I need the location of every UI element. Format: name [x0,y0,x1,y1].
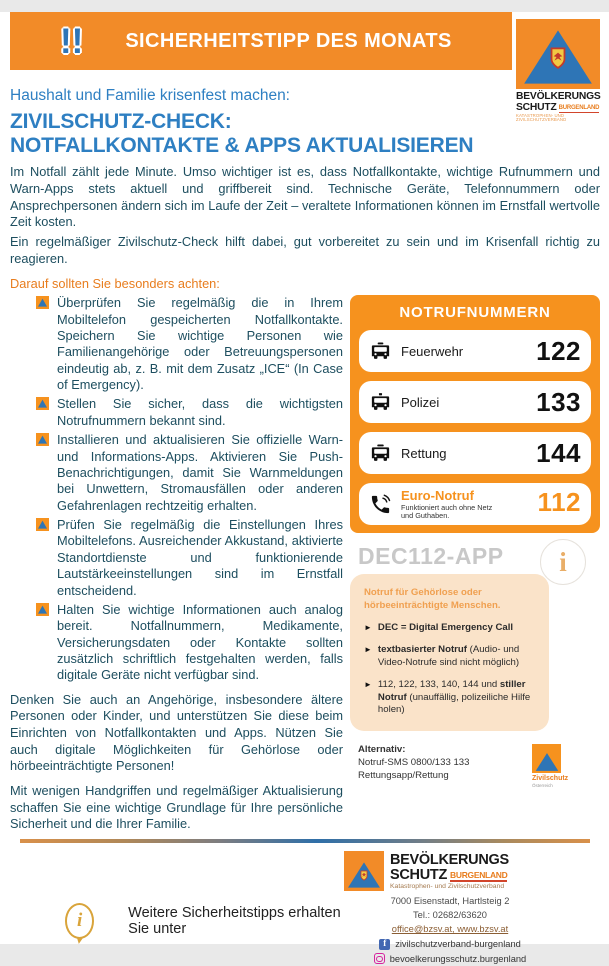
triangle-crest-icon [522,28,594,86]
emergency-row-polizei [359,381,591,423]
dec112-lead: Notruf für Gehörlose oder hörbeeinträchtigte Menschen. [364,587,501,611]
warning-triangle-icon [36,397,49,410]
footer [0,843,609,966]
org-region: BURGENLAND [559,105,600,113]
dec112-bullet-text [378,622,513,634]
alternative-line2: Rettungsapp/Rettung [358,769,449,781]
main-content [0,87,609,843]
emergency-label: Polizei [401,394,440,410]
emergency-phone-icon [369,493,392,516]
checklist-item-text: Stellen Sie sicher, dass die wichtigsten Notrufnummern bekannt sind. [57,396,343,428]
footer-info [10,903,344,939]
footer-info-text: Weitere Sicherheitstipps erhalten Sie unter [128,904,341,937]
arrow-bullet-icon: ► [364,623,372,633]
dec112-section [350,542,600,731]
arrow-bullet-icon: ► [364,645,372,655]
checklist [10,295,343,684]
org-name-schutz: SCHUTZ [390,866,448,883]
warning-triangle-icon [36,603,49,616]
instagram-handle: bevoelkerungsschutz.burgenland [389,953,527,964]
emergency-panel-title: NOTRUFNUMMERN [399,304,551,322]
facebook-handle: zivilschutzverband-burgenland [395,939,521,950]
org-logo-footer [344,851,556,891]
org-logo-top [516,19,600,123]
intro-paragraph-1: Im Notfall zählt jede Minute. Umso wichtiger ist es, dass Notfallkontakte, wichtige Rufnummern und Warn-Apps stets aktuell und griffbereit sind. Technische Geräte, Telefonnummern oder Ansprechpersonen ändern sich im Laufe der Zeit – veraltete Informationen können im Ernstfall wertvolle Zeit kosten. [10,164,600,230]
euro-notruf-text [401,488,501,521]
main-heading-line1: ZIVILSCHUTZ-CHECK: [10,110,232,133]
dec112-bullet [364,622,539,634]
dec112-bullet-text [378,679,539,716]
checklist-item-text: Prüfen Sie regelmäßig die Einstellungen Ihres Mobiltelefons. Ausreichender Akkustand, aktivierte Standortdienste und funktionierende Lautstärkeeinstellungen sind im Ernstfall entscheidend. [57,517,343,598]
checklist-item-text: Überprüfen Sie regelmäßig die in Ihrem Mobiltelefon gespeicherten Notfallkontakte. Speichern Sie wichtige Personen wie Familienangehörige oder Betreuungspersonen eindeutig ab, z. B. mit dem Zusatz „ICE“ (In Case of Emergency). [57,295,343,393]
civil-protection-triangle-icon [344,851,384,891]
bullet-pre: 112, 122, 133, 140, 144 und [377,679,500,691]
triangle-icon [535,752,559,772]
org-logo-text [516,92,600,123]
zivilschutz-mini-logo [532,744,569,788]
warning-triangle-icon [36,433,49,446]
closing-paragraph-2: Mit wenigen Handgriffen und regelmäßiger Aktualisierung schaffen Sie eine wichtige Grundlage für Ihre persönliche Sicherheit und die Ihrer Familie. [10,782,343,832]
emergency-number: 122 [536,335,581,366]
alternative-heading: Alternativ: [358,743,406,755]
dec112-bullet-text [378,644,539,669]
mini-logo-sublabel: Österreich [532,782,553,788]
dec112-info-box [350,574,549,731]
kicker: Haushalt und Familie krisenfest machen: [10,87,290,104]
arrow-bullet-icon: ► [364,680,372,690]
alternative-text [358,744,469,788]
checklist-item-text: Halten Sie wichtige Informationen auch analog bereit. Notfallnummern, Medikamente, Versicherungsdaten oder Kontakte sollten zusätzlich schriftlich festgehalten werden, falls digitale Geräte nicht verfügbar sind. [57,601,343,683]
checklist-item [36,432,343,514]
dec112-bullet [364,679,539,716]
instagram-link[interactable] [344,952,556,966]
org-logo-text [390,851,509,891]
warning-triangle-icon [36,296,49,309]
checklist-item-text: Installieren und aktualisieren Sie offizielle Warn- und Informations-Apps. Aktivieren Sie Push-Benachrichtigungen, damit Sie Warnmeldungen bei Unwettern, Stromausfällen oder anderen Gefahrenlagen rechtzeitig erhalten. [57,432,343,513]
org-name-line2 [516,103,600,114]
checklist-column [10,295,343,833]
bullet-bold: textbasierter Notruf [377,644,467,656]
alternative-block [350,744,600,788]
checklist-item [36,295,343,393]
main-heading [10,110,600,157]
emergency-number: 133 [536,386,581,417]
bullet-bold: DEC = Digital Emergency Call [377,622,514,634]
footer-address: 7000 Eisenstadt, Hartlsteig 2 [390,896,510,907]
emergency-row-feuerwehr [359,330,591,372]
emergency-label: Rettung [401,445,447,461]
closing-paragraph-1: Denken Sie auch an Angehörige, insbesondere ältere Personen oder Kinder, und unterstützen Sie diese beim Einrichten von Notfallkontakten und Apps. Nützen Sie auch digitale Möglichkeiten für Gehörlose oder hörbeeinträchtigte Personen! [10,691,343,774]
emergency-number: 144 [536,437,581,468]
checklist-item [36,396,343,429]
emergency-numbers-panel [350,295,600,533]
bullet-rest: (Audio- und Video-Notrufe sind nicht möglich) [377,644,520,668]
triangle-crest-icon [347,861,381,889]
facebook-link[interactable] [344,937,556,951]
emergency-row-euro-notruf [359,483,591,525]
org-name-schutz: SCHUTZ [516,101,557,113]
triangle-icon [532,744,561,773]
page-title: SICHERHEITSTIPP DES MONATS [125,29,452,52]
org-subtitle: Katastrophen- und Zivilschutzverband [390,883,505,891]
bullet-rest: (unauffällig, polizeiliche Hilfe holen) [377,691,531,716]
alert-exclamation-icon: !! [60,21,84,61]
checklist-item [36,517,343,599]
instagram-icon [374,953,385,964]
info-icon: i [540,539,586,585]
police-car-icon [369,391,392,414]
org-subtitle: KATASTROPHEN- UND ZIVILSCHUTZVERBAND [516,113,567,123]
emergency-note: Funktioniert auch ohne Netz und Guthaben. [401,502,493,521]
org-name-line1: BEVÖLKERUNGS [516,91,601,102]
header [10,12,600,70]
flyer-page [0,12,609,964]
emergency-number: 112 [537,487,581,518]
footer-links[interactable]: office@bzsv.at, www.bzsv.at [391,924,509,935]
columns [10,295,600,833]
ambulance-icon [369,442,392,465]
checklist-heading: Darauf sollten Sie besonders achten: [10,276,220,292]
intro-paragraph-2: Ein regelmäßiger Zivilschutz-Check hilft dabei, gut vorbereitet zu sein und im Krisenfall richtig zu reagieren. [10,233,600,266]
emergency-row-rettung [359,432,591,474]
fire-truck-icon [369,340,392,363]
emergency-label: Feuerwehr [401,343,464,359]
civil-protection-triangle-icon [516,19,600,89]
footer-phone: Tel.: 02682/63620 [413,910,487,921]
dec112-title: DEC112-APP [358,543,504,570]
dec112-bullet [364,644,539,669]
org-region: BURGENLAND [450,871,507,883]
info-icon: i [65,903,94,939]
footer-contact [344,851,556,966]
warning-triangle-icon [36,518,49,531]
main-heading-line2: NOTFALLKONTAKTE & APPS AKTUALISIEREN [10,133,474,157]
checklist-item [36,602,343,684]
facebook-icon: f [379,939,390,950]
org-name-line2 [390,868,509,883]
emergency-label: Euro-Notruf [401,487,474,503]
org-name-line1: BEVÖLKERUNGS [390,851,509,868]
right-rail [350,295,600,833]
alternative-line1: Notruf-SMS 0800/133 133 [358,756,470,768]
bullet-bold: stiller Notruf [377,679,526,703]
title-banner [10,12,512,70]
mini-logo-label: Zivilschutz [532,774,569,782]
